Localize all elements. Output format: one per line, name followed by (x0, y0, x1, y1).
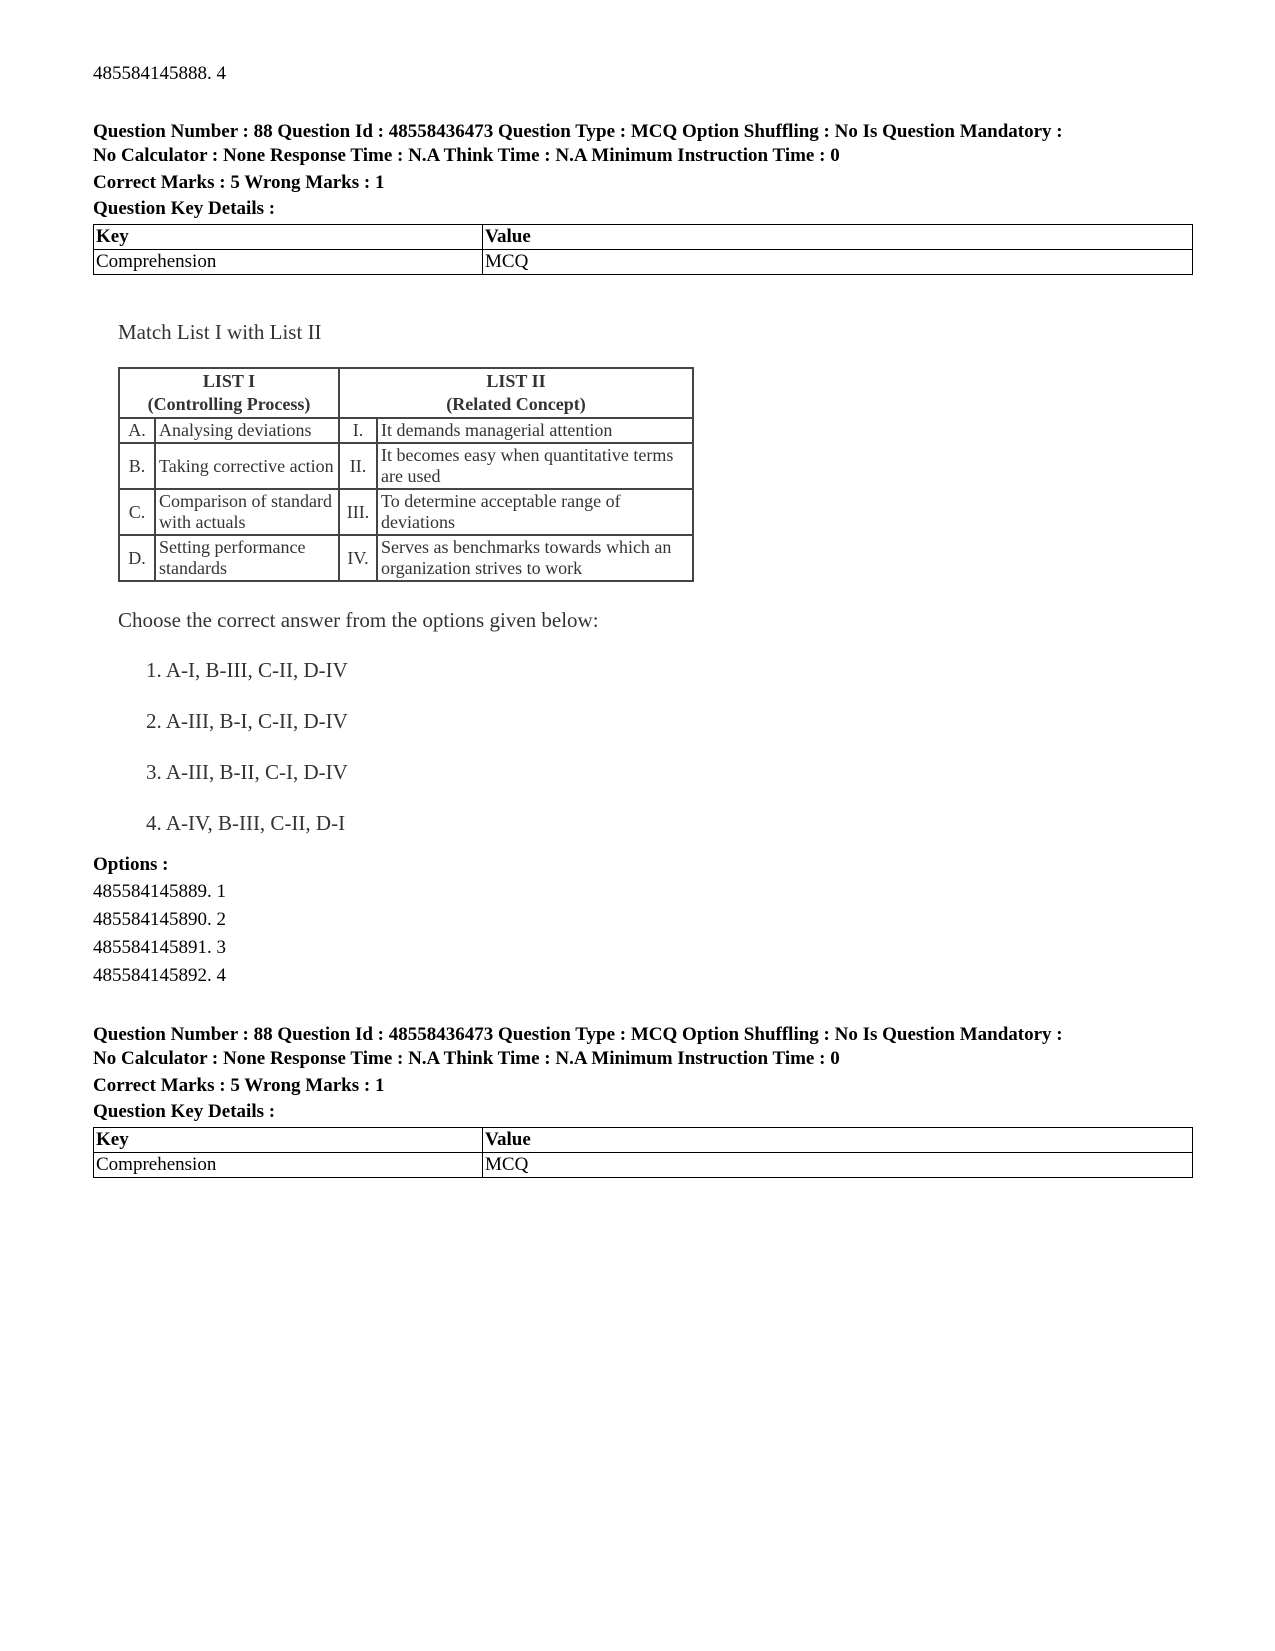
match-table (118, 367, 694, 582)
row-numeral: III. (339, 489, 377, 535)
row-letter: A. (119, 418, 155, 443)
answer-choice: 3. A-III, B-II, C-I, D-IV (146, 760, 348, 784)
row-letter: B. (119, 443, 155, 489)
list2-title: LIST II (486, 371, 546, 391)
cell-key: Comprehension (94, 1153, 483, 1178)
match-row (119, 443, 693, 489)
option-item: 485584145889. 1 (93, 881, 226, 902)
match-row (119, 535, 693, 581)
match-row (119, 418, 693, 443)
table-header-row (94, 1128, 1193, 1153)
cell-key: Comprehension (94, 250, 483, 275)
question-content (118, 320, 758, 837)
match-row (119, 489, 693, 535)
row-numeral: I. (339, 418, 377, 443)
key-details-table (93, 1127, 1193, 1178)
table-row (94, 250, 1193, 275)
answer-choice: 4. A-IV, B-III, C-II, D-I (146, 811, 346, 835)
row-process: Comparison of standard with actuals (155, 489, 339, 535)
row-numeral: IV. (339, 535, 377, 581)
header-value: Value (483, 225, 1193, 250)
question-meta-line2: No Calculator : None Response Time : N.A Think Time : N.A Minimum Instruction Time : 0 (93, 145, 840, 166)
options-block (93, 852, 226, 990)
row-concept: To determine acceptable range of deviations (377, 489, 693, 535)
header-key: Key (94, 1128, 483, 1153)
marks-line: Correct Marks : 5 Wrong Marks : 1 (93, 172, 385, 193)
option-item: 485584145890. 2 (93, 909, 226, 930)
question-meta-line1: Question Number : 88 Question Id : 48558436473 Question Type : MCQ Option Shuffling : No Is Question Mandatory : (93, 121, 1063, 142)
table-header-row (94, 225, 1193, 250)
option-item: 485584145891. 3 (93, 937, 226, 958)
choose-instruction: Choose the correct answer from the options given below: (118, 608, 599, 632)
row-concept: It demands managerial attention (377, 418, 693, 443)
question-meta-line2: No Calculator : None Response Time : N.A Think Time : N.A Minimum Instruction Time : 0 (93, 1048, 840, 1069)
question-intro: Match List I with List II (118, 320, 322, 344)
row-letter: D. (119, 535, 155, 581)
answer-choice: 1. A-I, B-III, C-II, D-IV (146, 658, 348, 682)
key-details-label: Question Key Details : (93, 198, 276, 219)
previous-option-line: 485584145888. 4 (93, 63, 226, 84)
row-process: Setting performance standards (155, 535, 339, 581)
row-numeral: II. (339, 443, 377, 489)
row-process: Analysing deviations (155, 418, 339, 443)
list2-subtitle: (Related Concept) (446, 394, 586, 414)
list2-header (339, 368, 693, 418)
answer-choice: 2. A-III, B-I, C-II, D-IV (146, 709, 348, 733)
marks-line: Correct Marks : 5 Wrong Marks : 1 (93, 1075, 385, 1096)
table-row (94, 1153, 1193, 1178)
key-details-table (93, 224, 1193, 275)
question-meta-block (93, 120, 1193, 275)
question-meta-block (93, 1023, 1193, 1178)
header-key: Key (94, 225, 483, 250)
list1-subtitle: (Controlling Process) (147, 394, 311, 414)
row-concept: It becomes easy when quantitative terms are used (377, 443, 693, 489)
question-meta-line1: Question Number : 88 Question Id : 48558436473 Question Type : MCQ Option Shuffling : No Is Question Mandatory : (93, 1024, 1063, 1045)
match-header-row (119, 368, 693, 418)
row-process: Taking corrective action (155, 443, 339, 489)
row-letter: C. (119, 489, 155, 535)
row-concept: Serves as benchmarks towards which an organization strives to work (377, 535, 693, 581)
header-value: Value (483, 1128, 1193, 1153)
key-details-label: Question Key Details : (93, 1101, 276, 1122)
cell-value: MCQ (483, 250, 1193, 275)
list1-title: LIST I (202, 371, 256, 391)
options-label: Options : (93, 854, 169, 875)
cell-value: MCQ (483, 1153, 1193, 1178)
list1-header (119, 368, 339, 418)
option-item: 485584145892. 4 (93, 965, 226, 986)
